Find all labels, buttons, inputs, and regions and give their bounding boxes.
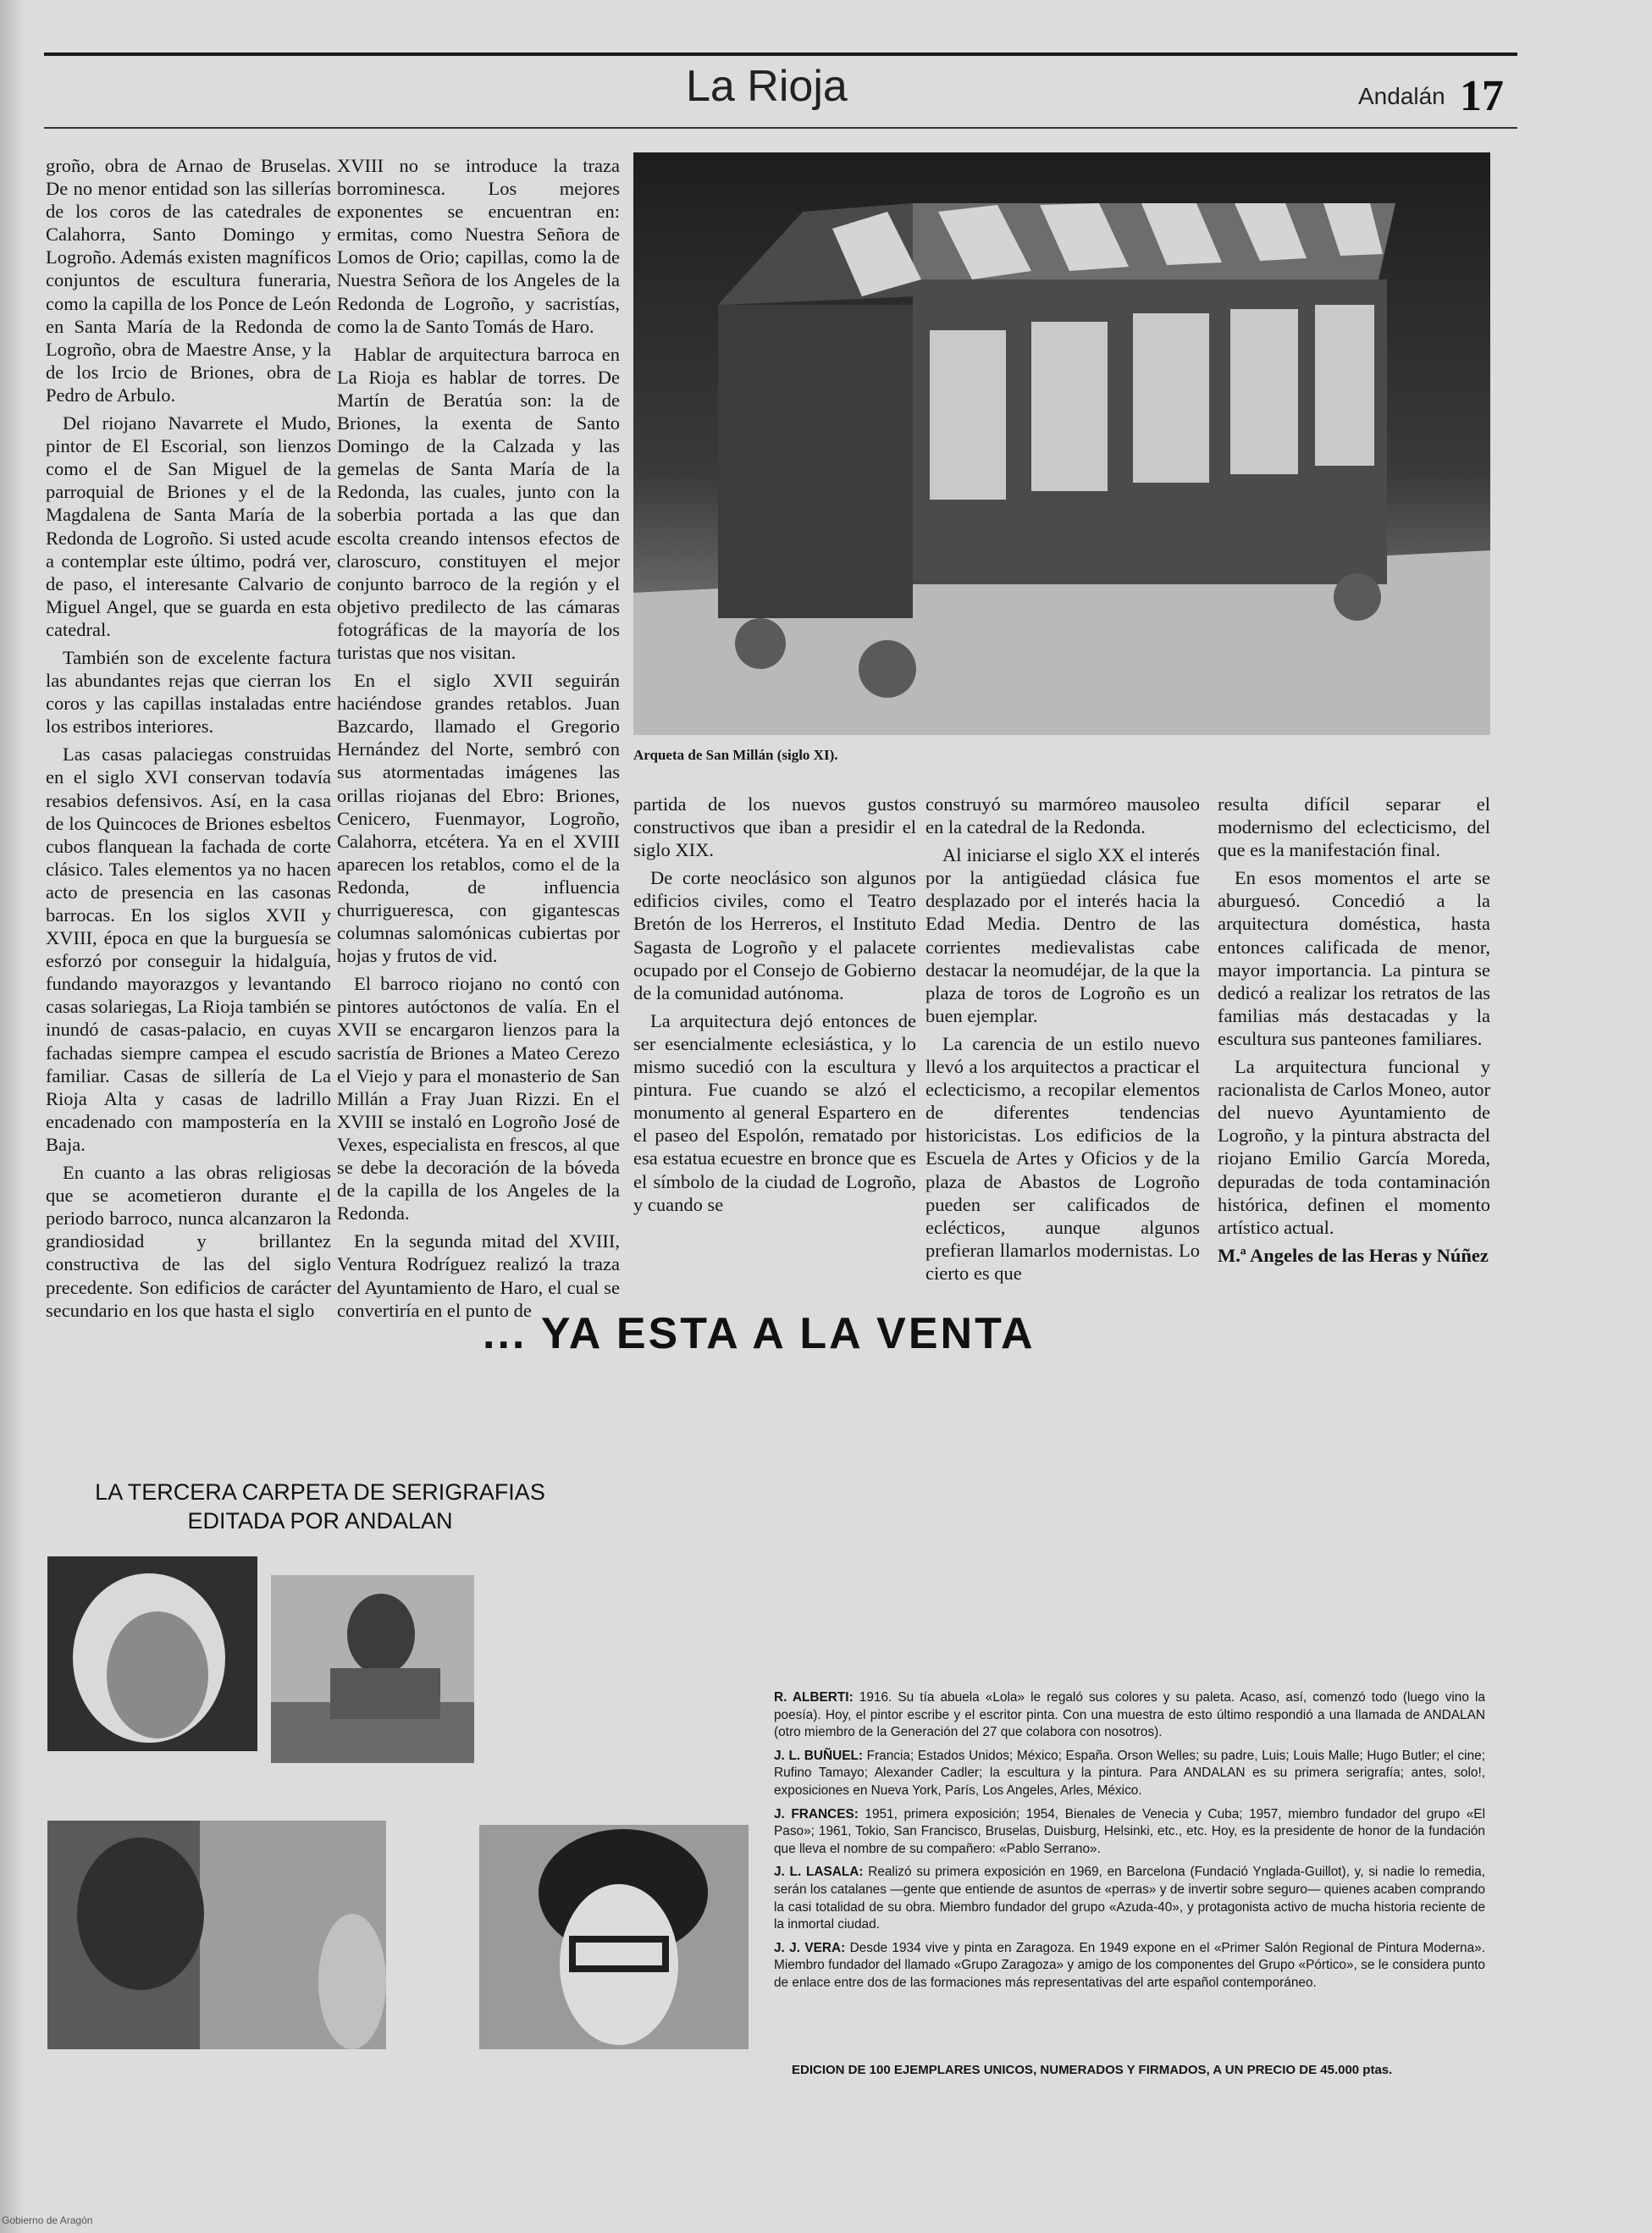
bio-name: R. ALBERTI: [774,1690,854,1705]
artist-bios [774,1689,1485,1998]
promo-title: ... YA ESTA A LA VENTA [483,1309,1036,1358]
paragraph: También son de excelente factura las abundantes rejas que cierran los coros y las capillas instaladas entre los estribos interiores. [46,646,331,738]
bio-text: Realizó su primera exposición en 1969, en Barcelona (Fundació Ynglada-Guillot), y, si nadie lo remedia, serán los catalanes —gente que entiende de asuntos de «perras» y de invertir sobre seguro— quienes acaben comprando la casi totalidad de su obra. Miembro fundador del grupo «Azuda-40», y protagonista activo de mucha historia reciente de la inmortal ciudad. [774,1865,1485,1932]
paragraph: Hablar de arquitectura barroca en La Rioja es hablar de torres. De Martín de Beratúa son: la de Briones, la exenta de Santo Domingo de la Calzada y las gemelas de Santa María de la Redonda, las cuales, junto con la soberbia portada a las que dan escolta creando intensos efectos de claroscuro, constituyen el mejor conjunto barroco de la región y el objetivo predilecto de las cámaras fotográficas de la mayoría de los turistas que nos visitan. [337,343,620,663]
portrait-photo-bunuel [271,1575,474,1763]
paragraph: El barroco riojano no contó con pintores autóctonos de valía. En el XVII se encargaron lienzos para la sacristía de Briones a Mateo Cerezo el Viejo y para el monasterio de San Millán a Fray Juan Rizzi. En el XVIII se instaló en Logroño José de Vexes, especialista en frescos, al que se debe la decoración de la bóveda de la capilla de los Angeles de la Redonda. [337,973,620,1224]
paragraph: La arquitectura funcional y racionalista de Carlos Moneo, autor del nuevo Ayuntamiento de Logroño, y la pintura abstracta del riojano Emilio García Moreda, depuradas de toda contaminación histórica, definen el momento artístico actual. [1218,1056,1490,1238]
bio-name: J. L. LASALA: [774,1865,864,1880]
bio-text: 1951, primera exposición; 1954, Bienales de Venecia y Cuba; 1957, miembro fundador del grupo «El Paso»; 1961, Tokio, San Francisco, Bruselas, Duisburg, Helsinki, etc., etc. Hoy, es la presidente de honor de la fundación que lleva el nombre de su compañero: «Pablo Serrano». [774,1806,1485,1856]
paragraph: Las casas palaciegas construidas en el siglo XVI conservan todavía resabios defensivos. Así, en la casa de los Quincoces de Briones esbeltos cubos flanquean la fachada de corte clásico. Tales elementos ya no hacen acto de presencia en las casonas barrocas. En los siglos XVII y XVIII, época en que la burguesía se esforzó por conseguir la hidalguía, fundando mayorazgos y levantando casas solariegas, La Rioja también se inundó de casas-palacio, en cuyas fachadas siempre campea el escudo familiar. Casas de sillería de La Rioja Alta y casas de ladrillo encadenado con mampostería en la Baja. [46,743,331,1155]
paragraph: resulta difícil separar el modernismo del eclecticismo, del que es la manifestación final. [1218,793,1490,861]
bio-alberti [774,1689,1485,1742]
promo-subtitle-line: EDITADA POR ANDALAN [187,1508,453,1534]
edition-note: EDICION DE 100 EJEMPLARES UNICOS, NUMERADOS Y FIRMADOS, A UN PRECIO DE 45.000 ptas. [792,2063,1393,2077]
paragraph: En el siglo XVII seguirán haciéndose grandes retablos. Juan Bazcardo, llamado el Gregorio Hernández del Norte, sembró con sus atormentadas imágenes las orillas riojanas del Ebro: Briones, Cenicero, Fuenmayor, Logroño, Calahorra, etcétera. Ya en el XVIII aparecen los retablos, como el de la Redonda, de influencia churrigueresca, con gigantescas columnas salomónicas cubiertas por hojas y frutos de vid. [337,670,620,967]
paragraph: Del riojano Navarrete el Mudo, pintor de El Escorial, son lienzos como el de San Miguel de la parroquial de Briones y el de la Magdalena de Santa María de la Redonda de Logroño. Si usted acude a contemplar este último, podrá ver, de paso, el interesante Calvario de Miguel Angel, que se guarda en esta catedral. [46,412,331,640]
portrait-illustration [271,1575,474,1763]
bio-text: Francia; Estados Unidos; México; España. Orson Welles; su padre, Luis; Louis Malle; Hugo Butler; el cine; Rufino Tamayo; Alexander Cadler; la escultura y la pintura. Para ANDALAN es su primera serigrafía; antes, solo!, exposiciones en Nueva York, París, Los Angeles, Arles, México. [774,1748,1485,1798]
paragraph: La arquitectura dejó entonces de ser esencialmente eclesiástica, y lo mismo sucedió con la escultura y pintura. Fue cuando se alzó el monumento al general Espartero en el paseo del Espolón, rematado por esa estatua ecuestre en bronce que es el símbolo de la ciudad de Logroño, y cuando se [633,1009,916,1215]
paragraph: groño, obra de Arnao de Bruselas. De no menor entidad son las sillerías de los coros de las catedrales de Calahorra, Santo Domingo y Logroño. Además existen magníficos conjuntos de escultura funeraria, como la capilla de los Ponce de León en Santa María de la Redonda de Logroño, obra de Maestre Anse, y la de los Ircio de Briones, obra de Pedro de Arbulo. [46,155,331,406]
bio-text: Desde 1934 vive y pinta en Zaragoza. En 1949 expone en el «Primer Salón Regional de Pintura Moderna». Miembro fundador del llamado «Grupo Zaragoza» y amigo de los componentes del Grupo «Pórtico», se le considera punto de enlace entre dos de las formaciones más representativas del arte español contemporáneo. [774,1940,1485,1990]
portrait-illustration [479,1825,749,2049]
bio-lasala [774,1864,1485,1933]
publication-name: Andalán [1358,83,1445,109]
article-column-4 [925,793,1200,1284]
portrait-illustration [47,1556,257,1751]
header-rule-bottom [44,127,1517,129]
bio-text: 1916. Su tía abuela «Lola» le regaló sus colores y su paleta. Acaso, así, comenzó todo (luego vino la poesía). Hoy, el pintor escribe y el escritor pinta. Con una muestra de esto último respondió a una llamada de ANDALAN (otro miembro de la Generación del 27 que colabora con nosotros). [774,1690,1485,1740]
paragraph: partida de los nuevos gustos constructivos que iban a presidir el siglo XIX. [633,793,916,861]
reliquary-chest-photo [633,152,1490,735]
portrait-illustration [47,1821,386,2049]
bio-name: J. L. BUÑUEL: [774,1748,864,1763]
page-fold-shadow [0,0,25,2233]
article-column-2 [337,154,620,1321]
promo-subtitle-line: LA TERCERA CARPETA DE SERIGRAFIAS [95,1479,545,1505]
paragraph: En cuanto a las obras religiosas que se acometieron durante el periodo barroco, nunca alcanzaron la grandiosidad y brillantez constructiva de las del siglo precedente. Son edificios de carácter secundario en los que hasta el siglo [46,1162,331,1321]
bio-bunuel [774,1748,1485,1800]
page-number: 17 [1460,72,1504,120]
article-column-5 [1218,793,1490,1266]
photo-caption: Arqueta de San Millán (siglo XI). [633,747,838,763]
portrait-photo-alberti [47,1556,257,1751]
portrait-photo-vera [479,1825,749,2049]
archive-watermark: Gobierno de Aragón [2,2214,93,2226]
bio-name: J. FRANCES: [774,1806,859,1821]
bio-name: J. J. VERA: [774,1940,846,1955]
chest-illustration [633,152,1490,735]
paragraph: construyó su marmóreo mausoleo en la catedral de la Redonda. [925,793,1200,838]
article-column-1 [46,154,331,1321]
header-rule-top [44,53,1517,56]
article-author: M.ª Angeles de las Heras y Núñez [1218,1244,1489,1266]
paragraph: XVIII no se introduce la traza borrominesca. Los mejores exponentes se encuentran en: ermitas, como Nuestra Señora de Lomos de Orio; capillas, como la de Nuestra Señora de los Angeles de la Redonda de Logroño, y sacristías, como la de Santo Tomás de Haro. [337,155,620,337]
paragraph: De corte neoclásico son algunos edificios civiles, como el Teatro Bretón de los Herreros, el Instituto Sagasta de Logroño y el palacete ocupado por el Consejo de Gobierno de la comunidad autónoma. [633,867,916,1003]
article-column-3 [633,793,916,1215]
promo-subtitle [91,1478,549,1535]
section-title: La Rioja [686,62,848,111]
bio-vera [774,1940,1485,1993]
paragraph: Al iniciarse el siglo XX el interés por la antigüedad clásica fue desplazado por el interés hacia la Edad Media. Dentro de las corrientes medievalistas cabe destacar la neomudéjar, de la que la plaza de toros de Logroño es un buen ejemplar. [925,844,1200,1026]
paragraph: En la segunda mitad del XVIII, Ventura Rodríguez realizó la traza del Ayuntamiento de Haro, el cual se convertiría en el punto de [337,1230,620,1321]
bio-frances [774,1806,1485,1859]
paragraph: La carencia de un estilo nuevo llevó a los arquitectos a practicar el eclecticismo, a recopilar elementos de diferentes tendencias historicistas. Los edificios de la Escuela de Artes y Oficios y de la plaza de Abastos de Logroño pueden ser calificados de eclécticos, aunque algunos prefieran llamarlos modernistas. Lo cierto es que [925,1032,1200,1284]
paragraph: En esos momentos el arte se aburguesó. Concedió a la arquitectura doméstica, hasta entonces calificada de menor, mayor importancia. La pintura se dedicó a realizar los retratos de las familias más destacadas y la escultura sus panteones familiares. [1218,867,1490,1049]
portrait-photo-frances [47,1821,386,2049]
